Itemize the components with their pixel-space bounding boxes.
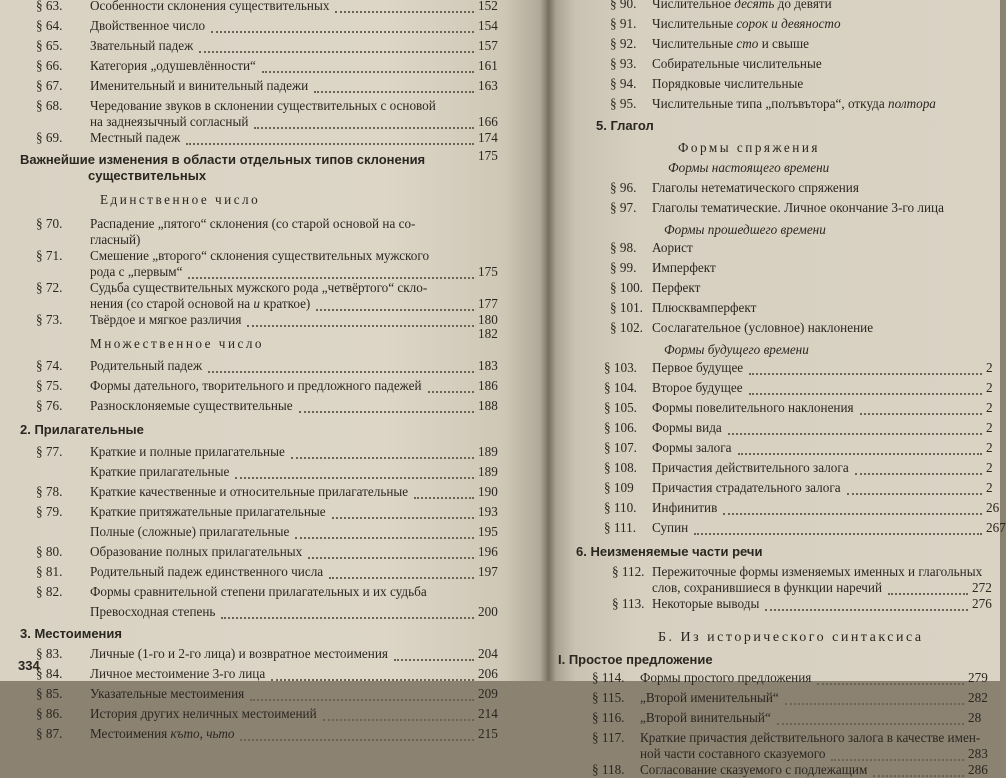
entry-text: на заднеязычный согласный — [90, 114, 249, 129]
dot-leader — [765, 607, 968, 611]
section-number: § 81. — [36, 564, 63, 579]
page-ref: 183 — [478, 358, 498, 373]
dot-leader — [308, 555, 474, 559]
dot-leader — [847, 491, 982, 495]
section-number: § 66. — [36, 58, 63, 73]
entry-title-cont — [90, 264, 182, 280]
section-heading: 2. Прилагательные — [20, 422, 144, 437]
entry-italic: къто, чьто — [170, 726, 235, 741]
entry-italic: сто — [736, 36, 759, 51]
entry-title — [90, 564, 323, 580]
dot-leader — [186, 141, 474, 145]
entry-text: Распадение „пятого“ склонения (со старой основой на со- — [90, 216, 416, 231]
dot-leader — [314, 89, 474, 93]
dot-leader — [394, 657, 474, 661]
entry-title — [640, 730, 980, 746]
page-ref: 286 — [968, 762, 988, 777]
entry-title — [90, 358, 202, 374]
section-number: § 104. — [604, 380, 637, 395]
dot-leader — [262, 69, 474, 73]
subheading: Формы спряжения — [678, 140, 820, 155]
section-number: § 96. — [610, 180, 637, 195]
entry-text: Категория „одушевлённости“ — [90, 58, 256, 73]
page-ref: 174 — [478, 130, 498, 145]
entry-text: Полные (сложные) прилагательные — [90, 524, 290, 539]
entry-text: Причастия страдательного залога — [652, 480, 841, 495]
dot-leader — [860, 411, 982, 415]
entry-text: Чередование звуков в склонении существительных с основой — [90, 98, 436, 113]
entry-text: Глаголы нетематического спряжения — [652, 180, 859, 195]
entry-title — [90, 248, 429, 264]
section-number: § 83. — [36, 646, 63, 661]
section-number: § 71. — [36, 248, 63, 263]
entry-title — [652, 420, 722, 436]
section-number: § 84. — [36, 666, 63, 681]
entry-text: Некоторые выводы — [652, 596, 760, 611]
entry-text: Первое будущее — [652, 360, 744, 375]
page-ref: 175 — [478, 148, 498, 163]
page-ref: 166 — [478, 114, 498, 129]
section-number: § 76. — [36, 398, 63, 413]
section-heading: существительных — [88, 168, 207, 183]
entry-text: Краткие прилагательные — [90, 464, 230, 479]
section-number: § 91. — [610, 16, 637, 31]
entry-title — [652, 36, 809, 52]
entry-text: краткое) — [260, 296, 311, 311]
entry-text: нения (со старой основой на — [90, 296, 251, 311]
page-ref: 209 — [478, 686, 498, 701]
section-number: § 112. — [612, 564, 645, 579]
entry-text: Двойственное число — [90, 18, 206, 33]
entry-text: Краткие причастия действительного залога в качестве имен- — [640, 730, 981, 745]
dot-leader — [240, 737, 474, 741]
entry-text: Глаголы тематические. Личное окончание 3-го лица — [652, 200, 944, 215]
entry-title-cont — [90, 296, 310, 312]
page-ref: 189 — [478, 444, 498, 459]
entry-text: Формы дательного, творительного и предложного падежей — [90, 378, 422, 393]
section-number: § 69. — [36, 130, 63, 145]
entry-text: „Второй винительный“ — [640, 710, 771, 725]
entry-text: Плюсквамперфект — [652, 300, 757, 315]
entry-title — [652, 300, 756, 316]
entry-text: ной части составного сказуемого — [640, 746, 826, 761]
entry-title — [652, 320, 873, 336]
section-number: § 114. — [592, 670, 625, 685]
page-ref: 193 — [478, 504, 498, 519]
entry-title — [652, 460, 849, 476]
book-gutter — [540, 0, 556, 681]
dot-leader — [855, 471, 982, 475]
page-ref: 267 — [986, 520, 1006, 535]
section-number: § 100. — [610, 280, 643, 295]
section-number: § 111. — [604, 520, 636, 535]
entry-title — [652, 280, 700, 296]
dot-leader — [738, 451, 982, 455]
dot-leader — [221, 615, 474, 619]
section-number: § 117. — [592, 730, 625, 745]
entry-title — [90, 398, 293, 414]
dot-leader — [316, 307, 474, 311]
page-ref: 186 — [478, 378, 498, 393]
entry-text: Твёрдое и мягкое различия — [90, 312, 242, 327]
entry-text: Местоимения — [90, 726, 168, 741]
entry-text: Формы повелительного наклонения — [652, 400, 854, 415]
page-ref: 215 — [478, 726, 498, 741]
page-ref: 2 — [986, 440, 993, 455]
page-ref: 190 — [478, 484, 498, 499]
entry-title — [90, 378, 422, 394]
entry-text: Числительное — [652, 0, 731, 11]
page-ref: 283 — [968, 746, 988, 761]
page-ref: 197 — [478, 564, 498, 579]
section-number: § 64. — [36, 18, 63, 33]
entry-italic: десять — [734, 0, 775, 11]
section-heading: Б. Из исторического синтаксиса — [658, 630, 924, 645]
entry-title — [652, 180, 859, 196]
entry-title — [90, 130, 180, 146]
entry-text: Краткие и полные прилагательные — [90, 444, 285, 459]
entry-title — [90, 706, 317, 722]
dot-leader — [723, 511, 982, 515]
section-number: § 106. — [604, 420, 637, 435]
entry-title — [652, 500, 717, 516]
entry-title — [90, 38, 193, 54]
page-ref: 189 — [478, 464, 498, 479]
entry-text: Числительные — [652, 16, 734, 31]
entry-title — [90, 604, 215, 620]
entry-text: Указательные местоимения — [90, 686, 245, 701]
section-number: § 97. — [610, 200, 637, 215]
entry-title — [640, 670, 811, 686]
entry-title — [652, 76, 803, 92]
section-number: § 68. — [36, 98, 63, 113]
entry-text: Сослагательное (условное) наклонение — [652, 320, 874, 335]
section-number: § 102. — [610, 320, 643, 335]
page-ref: 28 — [968, 710, 982, 725]
section-number: § 65. — [36, 38, 63, 53]
dot-leader — [211, 29, 474, 33]
entry-text: Причастия действительного залога — [652, 460, 849, 475]
entry-text: Родительный падеж — [90, 358, 203, 373]
section-number: § 85. — [36, 686, 63, 701]
dot-leader — [831, 757, 964, 761]
entry-title-cont — [640, 746, 825, 762]
section-number: § 95. — [610, 96, 637, 111]
page-ref: 2 — [986, 460, 993, 475]
entry-title — [652, 260, 716, 276]
entry-title — [90, 312, 241, 328]
section-number: § 92. — [610, 36, 637, 51]
entry-text: Пережиточные формы изменяемых именных и глагольных — [652, 564, 983, 579]
entry-text: Разносклоняемые существительные — [90, 398, 293, 413]
entry-title — [90, 666, 265, 682]
section-heading: 5. Глагол — [596, 118, 654, 133]
entry-title — [90, 58, 256, 74]
page-ref: 206 — [478, 666, 498, 681]
section-number: § 113. — [612, 596, 645, 611]
entry-title — [652, 16, 841, 32]
page-ref: 188 — [478, 398, 498, 413]
entry-text: Собирательные числительные — [652, 56, 822, 71]
section-number: § 105. — [604, 400, 637, 415]
entry-text: Имперфект — [652, 260, 716, 275]
page-ref: 161 — [478, 58, 498, 73]
dot-leader — [235, 475, 474, 479]
entry-text-tail: и свыше — [758, 36, 809, 51]
subheading: Формы настоящего времени — [668, 160, 830, 175]
entry-title-cont — [90, 114, 248, 130]
page-ref: 196 — [478, 544, 498, 559]
entry-text: Судьба существительных мужского рода „четвёртого“ скло- — [90, 280, 428, 295]
entry-title — [652, 200, 944, 216]
entry-title — [640, 710, 771, 726]
entry-text: „Второй именительный“ — [640, 690, 779, 705]
entry-title — [90, 444, 285, 460]
section-number: § 99. — [610, 260, 637, 275]
dot-leader — [428, 389, 474, 393]
section-number: § 90. — [610, 0, 637, 11]
section-heading: 6. Неизменяемые части речи — [576, 544, 763, 559]
section-number: § 72. — [36, 280, 63, 295]
entry-title — [90, 0, 329, 14]
page-ref: 2 — [986, 420, 993, 435]
entry-text: Местный падеж — [90, 130, 181, 145]
dot-leader — [728, 431, 982, 435]
entry-text: Формы сравнительной степени прилагательных и их судьба — [90, 584, 427, 599]
entry-title — [90, 98, 436, 114]
entry-text: Родительный падеж единственного числа — [90, 564, 324, 579]
entry-text: Перфект — [652, 280, 701, 295]
entry-text: Краткие притяжательные прилагательные — [90, 504, 326, 519]
entry-text: Второе будущее — [652, 380, 743, 395]
section-number: § 75. — [36, 378, 63, 393]
entry-title — [652, 240, 693, 256]
subheading: Множественное число — [90, 336, 265, 351]
entry-title — [640, 690, 779, 706]
section-number: § 110. — [604, 500, 637, 515]
entry-text: рода с „первым“ — [90, 264, 183, 279]
dot-leader — [271, 677, 474, 681]
subheading: Единственное число — [100, 192, 261, 207]
entry-title — [652, 520, 688, 536]
entry-title — [90, 504, 326, 520]
dot-leader — [785, 701, 964, 705]
page-ref: 2 — [986, 380, 993, 395]
entry-title-cont — [652, 580, 882, 596]
entry-italic: u — [253, 296, 261, 311]
section-number: § 101. — [610, 300, 643, 315]
entry-text: Смешение „второго“ склонения существительных мужского — [90, 248, 430, 263]
entry-italic: полтора — [887, 96, 936, 111]
dot-leader — [199, 49, 474, 53]
entry-title — [652, 596, 759, 612]
entry-text: Личное местоимение 3-го лица — [90, 666, 266, 681]
section-number: § 108. — [604, 460, 637, 475]
dot-leader — [250, 697, 474, 701]
section-number: § 73. — [36, 312, 63, 327]
section-number: § 98. — [610, 240, 637, 255]
page-ref: 279 — [968, 670, 988, 685]
entry-text: Числительные типа „полъвътора“, откуда — [652, 96, 885, 111]
section-number: § 118. — [592, 762, 625, 777]
dot-leader — [291, 455, 474, 459]
dot-leader — [414, 495, 474, 499]
dot-leader — [817, 681, 964, 685]
entry-text: История других неличных местоимений — [90, 706, 317, 721]
entry-text: Формы вида — [652, 420, 722, 435]
section-number: § 82. — [36, 584, 63, 599]
entry-title — [652, 360, 743, 376]
entry-text: Превосходная степень — [90, 604, 216, 619]
entry-title — [652, 56, 822, 72]
dot-leader — [873, 773, 964, 777]
entry-title — [90, 484, 408, 500]
entry-italic: сорок и девяносто — [736, 16, 841, 31]
subheading: Формы прошедшего времени — [664, 222, 826, 237]
section-number: § 115. — [592, 690, 625, 705]
section-heading: I. Простое предложение — [558, 652, 713, 667]
page-ref: 195 — [478, 524, 498, 539]
section-number: § 74. — [36, 358, 63, 373]
section-number: § 78. — [36, 484, 63, 499]
entry-title — [652, 96, 936, 112]
dot-leader — [329, 575, 474, 579]
entry-title — [90, 544, 302, 560]
entry-text: Звательный падеж — [90, 38, 194, 53]
dot-leader — [749, 371, 982, 375]
page-ref: 163 — [478, 78, 498, 93]
page-ref: 204 — [478, 646, 498, 661]
page-ref: 175 — [478, 264, 498, 279]
page-ref: 276 — [972, 596, 992, 611]
page-ref: 2 — [986, 400, 993, 415]
entry-text: Образование полных прилагательных — [90, 544, 303, 559]
section-number: § 77. — [36, 444, 63, 459]
page-ref: 180 — [478, 312, 498, 327]
section-number: § 103. — [604, 360, 637, 375]
entry-text: Именительный и винительный падежи — [90, 78, 309, 93]
entry-title — [652, 480, 841, 496]
entry-title — [652, 440, 732, 456]
page-ref: 200 — [478, 604, 498, 619]
dot-leader — [888, 591, 968, 595]
entry-title — [652, 564, 982, 580]
entry-text: Аорист — [652, 240, 693, 255]
section-number: § 107. — [604, 440, 637, 455]
entry-title — [90, 216, 415, 232]
entry-text: Особенности склонения существительных — [90, 0, 330, 13]
entry-title — [640, 762, 867, 778]
entry-text: Порядковые числительные — [652, 76, 804, 91]
dot-leader — [208, 369, 474, 373]
dot-leader — [694, 531, 982, 535]
section-number: § 94. — [610, 76, 637, 91]
subheading: Формы будущего времени — [664, 342, 809, 357]
page-ref: 154 — [478, 18, 498, 33]
section-number: § 87. — [36, 726, 63, 741]
entry-text-tail: до девяти — [774, 0, 832, 11]
entry-text: Формы простого предложения — [640, 670, 812, 685]
section-number: § 109 — [604, 480, 634, 495]
dot-leader — [323, 717, 474, 721]
page-ref: 177 — [478, 296, 498, 311]
section-number: § 80. — [36, 544, 63, 559]
dot-leader — [332, 515, 474, 519]
section-heading: 3. Местоимения — [20, 626, 122, 641]
entry-title — [90, 464, 229, 480]
page-ref: 214 — [478, 706, 498, 721]
entry-title — [90, 686, 244, 702]
section-heading: Важнейшие изменения в области отдельных типов склонения — [20, 152, 426, 167]
entry-title — [90, 18, 205, 34]
entry-text: слов, сохранившиеся в функции наречий — [652, 580, 883, 595]
entry-title — [652, 0, 832, 12]
entry-text: Формы залога — [652, 440, 732, 455]
page-ref: 272 — [972, 580, 992, 595]
entry-title-cont — [90, 232, 140, 248]
dot-leader — [295, 535, 474, 539]
entry-text: гласный) — [90, 232, 141, 247]
entry-text: Супин — [652, 520, 689, 535]
entry-title — [90, 524, 289, 540]
dot-leader — [188, 275, 474, 279]
section-number: § 67. — [36, 78, 63, 93]
entry-title — [90, 726, 234, 742]
page-ref: 282 — [968, 690, 988, 705]
entry-text: Согласование сказуемого с подлежащим — [640, 762, 868, 777]
entry-title — [90, 584, 427, 600]
entry-text: Инфинитив — [652, 500, 718, 515]
entry-title — [90, 280, 427, 296]
dot-leader — [299, 409, 474, 413]
entry-title — [652, 380, 743, 396]
section-number: § 63. — [36, 0, 63, 13]
page-ref: 157 — [478, 38, 498, 53]
page-ref: 182 — [478, 326, 498, 341]
dot-leader — [749, 391, 982, 395]
dot-leader — [254, 125, 474, 129]
entry-title — [90, 646, 388, 662]
entry-text: Краткие качественные и относительные прилагательные — [90, 484, 409, 499]
entry-title — [90, 78, 308, 94]
page-ref: 26 — [986, 500, 1000, 515]
dot-leader — [777, 721, 964, 725]
section-number: § 93. — [610, 56, 637, 71]
entry-text: Личные (1-го и 2-го лица) и возвратное местоимения — [90, 646, 388, 661]
dot-leader — [335, 9, 474, 13]
page-ref: 2 — [986, 480, 993, 495]
right-page — [548, 0, 1006, 777]
entry-title — [652, 400, 854, 416]
section-number: § 116. — [592, 710, 625, 725]
page-ref: 152 — [478, 0, 498, 13]
dot-leader — [247, 323, 474, 327]
section-number: § 79. — [36, 504, 63, 519]
section-number: § 70. — [36, 216, 63, 231]
page-number: 334 — [18, 658, 40, 673]
page-ref: 2 — [986, 360, 993, 375]
entry-text: Числительные — [652, 36, 734, 51]
section-number: § 86. — [36, 706, 63, 721]
